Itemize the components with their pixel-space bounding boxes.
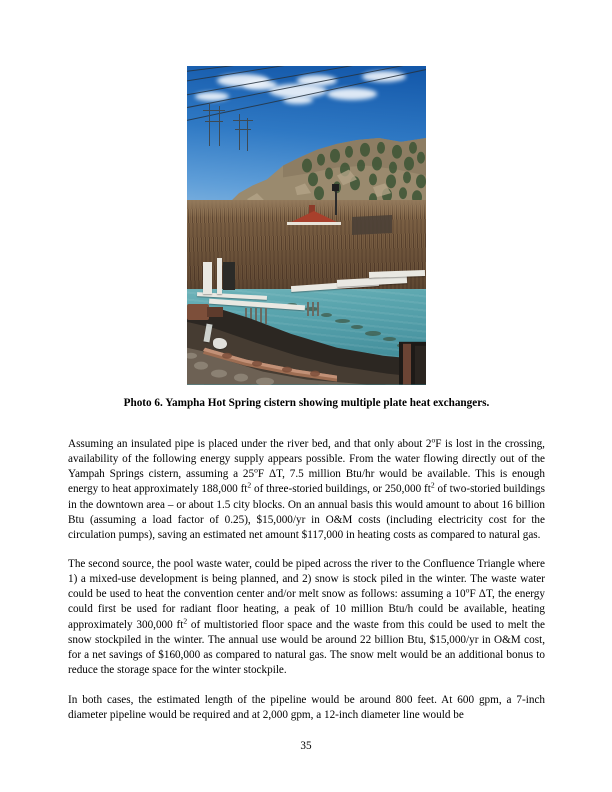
page-number: 35	[300, 740, 312, 752]
red-roof-building	[287, 205, 341, 227]
outbuilding	[352, 215, 392, 235]
superscript: 2	[183, 615, 188, 625]
body-paragraph-3: In both cases, the estimated length of the pipeline would be around 800 feet. At 600 gpm, a 7-inch diameter pipeline would be required and at 2,000 gpm, a 12-inch diameter line would be	[68, 694, 545, 722]
rusty-pipe	[207, 307, 223, 317]
dark-opening	[223, 262, 235, 290]
rusty-drum	[187, 304, 209, 320]
roof-eave	[287, 222, 341, 225]
lamp-post	[335, 187, 337, 215]
photo-caption: Photo 6. Yampha Hot Spring cistern showing multiple plate heat exchangers.	[123, 397, 490, 409]
utility-crossarm	[235, 129, 251, 130]
body-paragraph-1: Assuming an insulated pipe is placed under the river bed, and that only about 2$^o$F is lost in the crossing, availability of the following energy supply appears possible. From the water flowing directly out of the Yampah Springs cistern, assuming a 25$^o$F ΔT, 7.5 million Btu/hr would be available. This is enough energy to heat approximately 188,000 $ft^2$ of three-storied buildings, or 250,000 $ft^2$ of two-storied buildings in the downtown area – or about 1.5 city blocks. On an annual basis this would amount to about 16 billion Btu (assuming a load factor of 0.25), $15,000/yr in O&M costs (including electricity cost for the circulation pumps), saving an estimated net amount $117,000 in heating costs as compared to natural gas.	[68, 435, 545, 541]
cloud-shape	[327, 88, 377, 100]
photo-image	[187, 66, 426, 385]
superscript: 2	[430, 480, 435, 490]
superscript: o	[465, 585, 470, 595]
white-post	[203, 262, 212, 294]
body-paragraph-2: The second source, the pool waste water, could be piped across the river to the Confluence Triangle where 1) a mixed-use development is being planned, and 2) snow is stock piled in the winter. The waste water could be used to heat the convention center and/or melt snow as follows: assuming a 10$^o$F ΔT, the energy could first be used for radiant floor heating, a peak of 10 million Btu/h could be available, heating approximately 300,000 $ft^2$ of multistoried floor space and the waste from this could be used to melt the snow stockpiled in the winter. The annual use would be around 22 billion Btu, $15,000/yr in O&M cost, for a net savings of $160,000 as compared to natural gas. The snow melt would be an additional bonus to reduce the storage space for the winter stockpile.	[68, 558, 546, 676]
superscript: 2	[247, 480, 252, 490]
photo-figure	[187, 66, 426, 385]
water-splash	[213, 338, 227, 349]
superscript: o	[431, 435, 436, 445]
superscript: o	[254, 465, 258, 475]
utility-crossarm	[205, 121, 223, 122]
white-post	[217, 258, 222, 294]
utility-crossarm	[233, 120, 253, 121]
lamp-head	[332, 184, 339, 191]
utility-crossarm	[203, 110, 225, 111]
